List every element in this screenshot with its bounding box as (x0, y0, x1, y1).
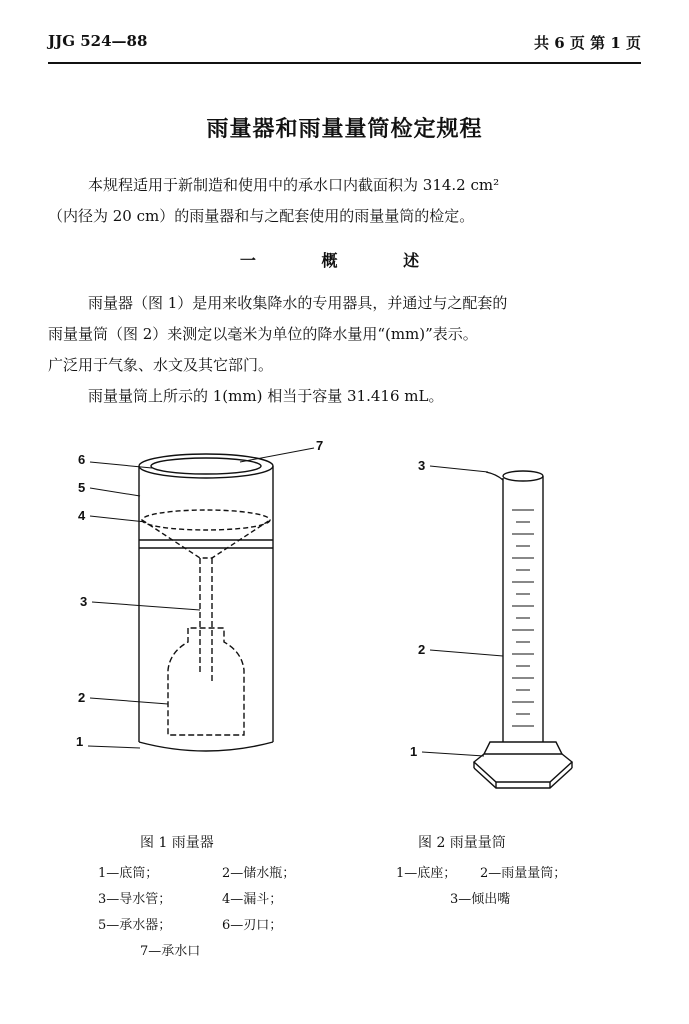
fig1-callout-4: 4 (78, 508, 86, 523)
page-indicator: 共 6 页 第 1 页 (534, 34, 641, 52)
fig1-legend-3: 3—导水管； (98, 892, 172, 907)
fig1-legend-2: 2—储水瓶； (222, 866, 296, 881)
fig2-legend-2: 2—雨量量筒； (480, 866, 567, 881)
fig2-callout-2: 2 (418, 642, 426, 657)
fig1-callout-3: 3 (80, 594, 88, 609)
fig1-legend-7: 7—承水口 (140, 944, 201, 959)
measuring-cylinder-figure (400, 450, 600, 815)
overview-line-4: 雨量量筒上所示的 1(mm) 相当于容量 31.416 mL。 (88, 387, 444, 405)
fig1-callout-5: 5 (78, 480, 86, 495)
intro-line-2: （内径为 20 cm）的雨量器和与之配套使用的雨量量筒的检定。 (48, 207, 475, 225)
fig1-legend-1: 1—底筒； (98, 866, 159, 881)
fig1-callout-7: 7 (316, 438, 324, 453)
figure-2-caption: 图 2 雨量量筒 (418, 835, 506, 851)
header-rule (48, 62, 641, 64)
overview-line-3: 广泛用于气象、水文及其它部门。 (48, 356, 274, 374)
graduation-ticks (512, 510, 534, 726)
fig2-legend-1: 1—底座； (396, 866, 457, 881)
fig1-legend-4: 4—漏斗； (222, 892, 283, 907)
rain-gauge-figure (60, 430, 340, 815)
fig2-callout-1: 1 (410, 744, 418, 759)
fig1-legend-5: 5—承水器； (98, 918, 172, 933)
overview-line-1: 雨量器（图 1）是用来收集降水的专用器具，并通过与之配套的 (88, 294, 508, 312)
fig2-callout-3: 3 (418, 458, 426, 473)
section-heading: 一 概 述 (239, 251, 450, 270)
fig1-callout-1: 1 (76, 734, 84, 749)
standard-code: JJG 524—88 (48, 32, 148, 50)
fig2-legend-3: 3—倾出嘴 (450, 892, 511, 907)
fig1-callout-6: 6 (78, 452, 86, 467)
page-header (48, 30, 641, 58)
fig1-legend-6: 6—刃口； (222, 918, 283, 933)
fig1-callout-2: 2 (78, 690, 86, 705)
document-title: 雨量器和雨量量筒检定规程 (206, 116, 483, 142)
intro-line-1: 本规程适用于新制造和使用中的承水口内截面积为 314.2 cm² (88, 176, 500, 194)
overview-line-2: 雨量量筒（图 2）来测定以毫米为单位的降水量用“(mm)”表示。 (48, 325, 478, 343)
figure-1-caption: 图 1 雨量器 (140, 835, 214, 851)
